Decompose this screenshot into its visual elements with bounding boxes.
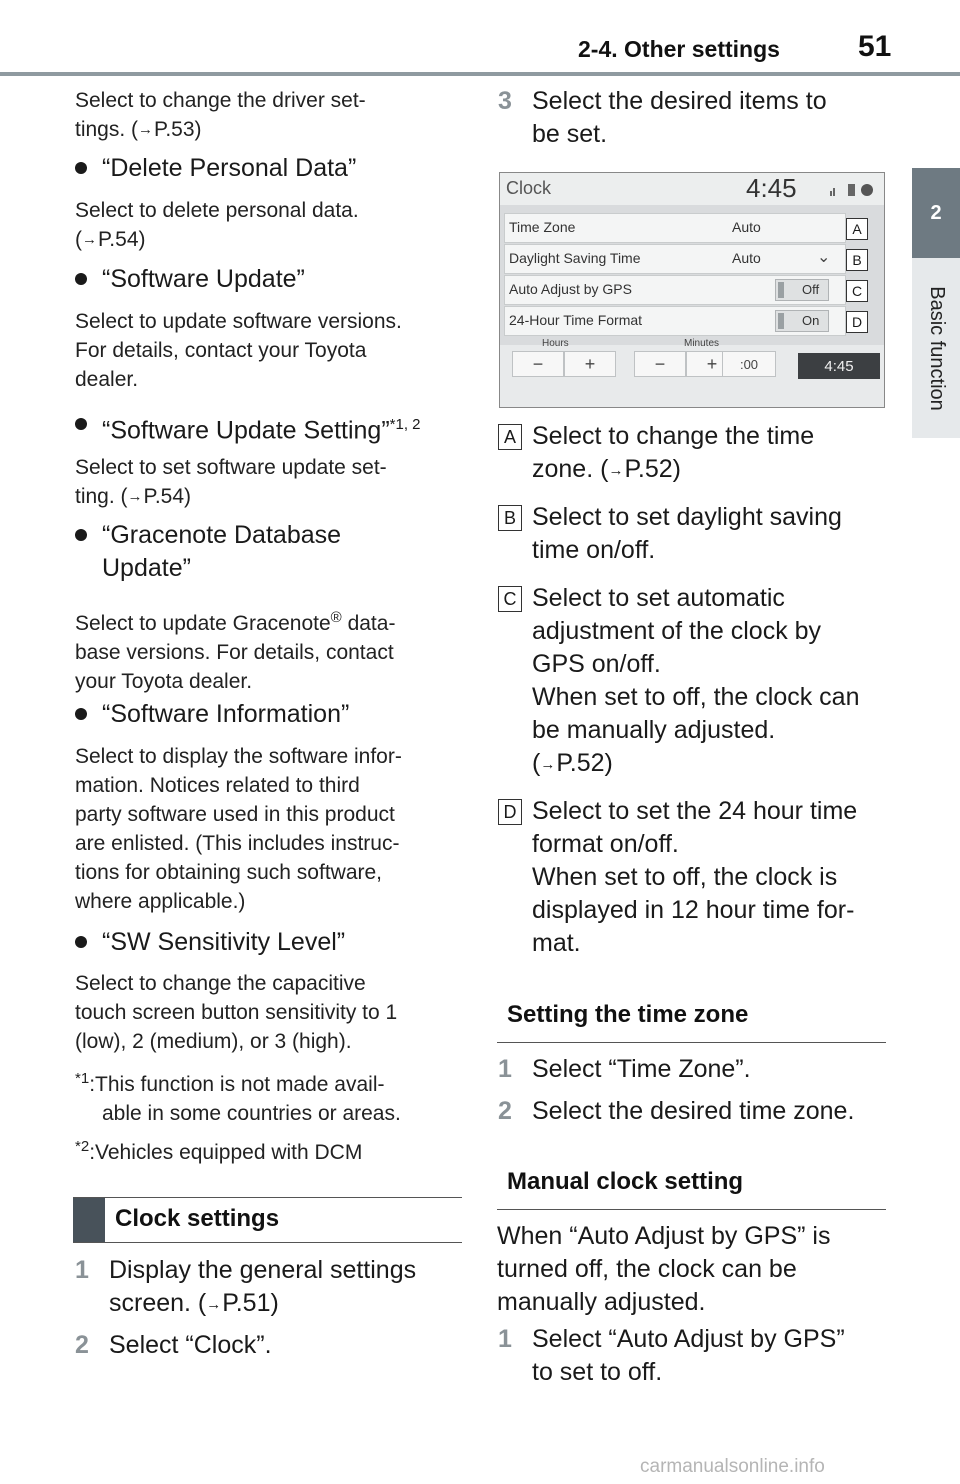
step-1: 1 Display the general settings screen. (→P.51) <box>75 1256 417 1317</box>
chevron-down-icon: ⌄ <box>817 249 831 266</box>
chapter-tab[interactable] <box>912 258 960 438</box>
status-icons <box>830 183 876 197</box>
list-item-desc: Select to display the software infor- mation. Notices related to third party software used in this product are enlisted. (This includes instruc- tions for obtaining such software, where applicable.) <box>75 745 402 913</box>
arrow-icon: → <box>138 121 154 138</box>
arrow-icon: → <box>206 1296 222 1313</box>
footnote-2: $^{*2}$:Vehicles equipped with DCM <box>75 1138 363 1164</box>
list-item-title: “Delete Personal Data” <box>102 152 356 185</box>
list-item-desc: Select to change the capacitive touch screen button sensitivity to 1 (low), 2 (medium), or 3 (high). <box>75 972 398 1053</box>
manual-paragraph: When “Auto Adjust by GPS” is turned off, the clock can be manually adjusted. <box>497 1222 831 1316</box>
list-item-desc: Select to set software update set- ting. (→P.54) <box>75 456 387 508</box>
callout-badge: D <box>846 311 868 333</box>
list-item-title: “Software Update Setting”$^{*1, 2}$ <box>102 408 421 447</box>
arrow-icon: → <box>127 488 143 505</box>
manual-step-1: 1 Select “Auto Adjust by GPS” to set to off. <box>498 1325 845 1386</box>
page-number: 51 <box>858 30 892 63</box>
minutes-plus-button[interactable]: + <box>686 351 738 377</box>
time-zone-row[interactable]: Time Zone Auto <box>504 213 846 243</box>
list-item-title: “Gracenote Database Update” <box>102 519 341 585</box>
list-item-title: “SW Sensitivity Level” <box>102 926 345 959</box>
callout-badge: D <box>498 799 522 825</box>
time-display: 4:45 <box>798 353 880 379</box>
section-header-title: 2-4. Other settings <box>578 36 780 62</box>
arrow-icon: → <box>608 462 624 479</box>
callout-d-text: D Select to set the 24 hour time format on/off. When set to off, the clock is displayed in 12 hour time for- mat. <box>532 795 857 960</box>
callout-c-text: C Select to set automatic adjustment of the clock by GPS on/off. When set to off, the clock can be manually adjusted. (→P.52) <box>532 582 860 783</box>
callout-b-text: B Select to set daylight saving time on/off. <box>532 501 842 567</box>
chapter-tab-number[interactable]: 2 <box>912 168 960 258</box>
step-3: 3 Select the desired items to be set. <box>498 87 827 148</box>
list-item-desc: Select to delete personal data. (→P.54) <box>75 199 359 251</box>
watermark: carmanualsonline.info <box>640 1456 825 1477</box>
list-item-title: “Software Update” <box>102 263 305 296</box>
screen-title: Clock <box>506 178 552 198</box>
hours-minus-button[interactable]: − <box>512 351 564 377</box>
footnote-1: $^{*1}$:This function is not made avail- able in some countries or areas. <box>75 1070 401 1125</box>
clock-screen-illustration <box>499 172 885 408</box>
callout-badge: A <box>846 218 868 240</box>
section-heading-clock-settings: Clock settings <box>73 1197 462 1243</box>
list-item-desc: Select to update software versions. For details, contact your Toyota dealer. <box>75 310 402 391</box>
minutes-minus-button[interactable]: − <box>634 351 686 377</box>
24-hour-format-row[interactable]: 24-Hour Time Format On <box>504 306 846 336</box>
list-item-title: “Software Information” <box>102 698 349 731</box>
section-heading-time-zone: Setting the time zone <box>497 998 886 1043</box>
24-hour-format-toggle[interactable]: On <box>775 310 829 332</box>
minutes-label: Minutes <box>684 338 720 349</box>
arrow-icon: → <box>540 756 556 773</box>
callout-badge: B <box>498 505 522 531</box>
arrow-icon: → <box>82 231 97 248</box>
step-2: 2 Select “Clock”. <box>75 1331 272 1359</box>
auto-adjust-gps-toggle[interactable]: Off <box>775 279 829 301</box>
hours-label: Hours <box>542 338 569 349</box>
tz-step-1: 1 Select “Time Zone”. <box>498 1055 751 1083</box>
section-heading-manual-clock: Manual clock setting <box>497 1165 886 1210</box>
intro-text: Select to change the driver set- tings. (→P.53) <box>75 89 366 141</box>
callout-badge: C <box>498 586 522 612</box>
daylight-saving-row[interactable]: Daylight Saving Time Auto ⌄ <box>504 244 846 274</box>
callout-badge: C <box>846 280 868 302</box>
reset-seconds-button[interactable]: :00 <box>722 351 776 377</box>
tz-step-2: 2 Select the desired time zone. <box>498 1097 855 1125</box>
header-rule <box>0 72 960 76</box>
list-item-desc: Select to update Gracenote® data- base versions. For details, contact your Toyota dealer. <box>75 609 396 693</box>
callout-badge: A <box>498 424 522 450</box>
chapter-tab-label: Basic function <box>925 285 948 411</box>
hours-plus-button[interactable]: + <box>564 351 616 377</box>
screen-clock: 4:45 <box>746 173 797 203</box>
auto-adjust-gps-row[interactable]: Auto Adjust by GPS Off <box>504 275 846 305</box>
callout-badge: B <box>846 249 868 271</box>
callout-a-text: A Select to change the time zone. (→P.52) <box>532 420 814 489</box>
